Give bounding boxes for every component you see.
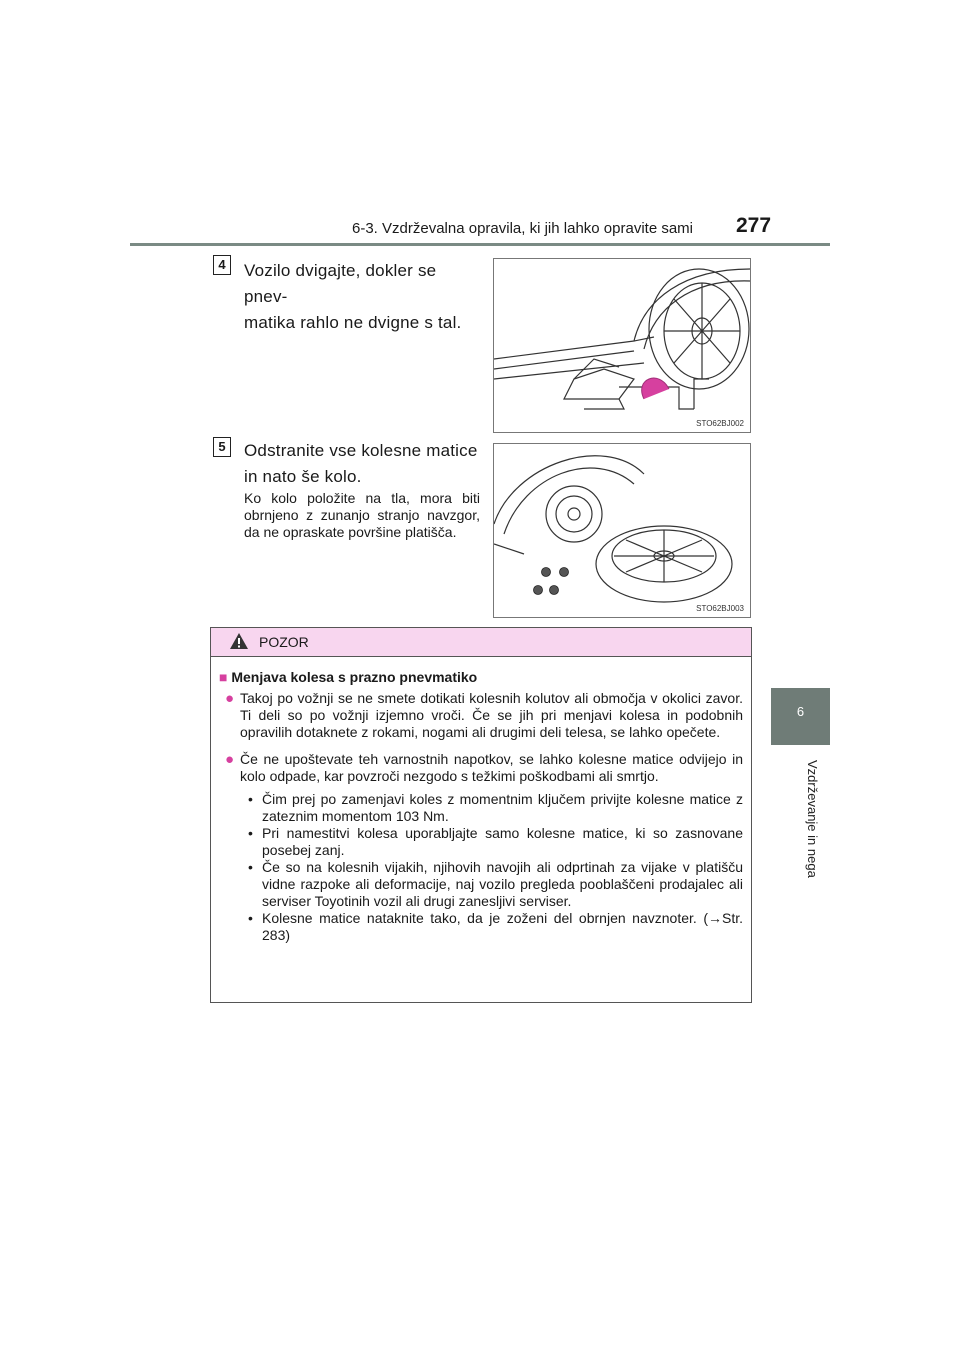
warning-triangle-icon <box>229 632 249 650</box>
step-badge-5: 5 <box>213 437 231 457</box>
figure-wheel-removed <box>493 443 751 618</box>
step-5-text <box>244 438 484 490</box>
warning-label: POZOR <box>259 634 309 650</box>
step-5-text-line1: Odstranite vse kolesne matice <box>244 441 478 460</box>
warning-sub-item-text: Če so na kolesnih vijakih, njihovih navojih ali odprtinah za vijake v platišču vidne razpoke ali deformacije, naj vozilo pregleda pooblaščeni prodajalec ali serviser Toyotinih vozil ali drugi zanesljivi serviser. <box>262 859 743 909</box>
warning-bullet-1 <box>219 690 743 741</box>
warning-sub-item-text: Čim prej po zamenjavi koles z momentnim ključem privijte kolesne matice z zateznim momentom 103 Nm. <box>262 791 743 824</box>
page-header-title: 6-3. Vzdrževalna opravila, ki jih lahko opravite sami <box>352 220 693 237</box>
warning-sub-item: • Pri namestitvi kolesa uporabljajte samo kolesne matice, ki so zasnovane posebej zanj. <box>248 825 743 858</box>
rotation-arrow-icon <box>642 378 669 399</box>
warning-box <box>210 627 752 1003</box>
wheel-removed-illustration <box>494 444 750 617</box>
circle-bullet-icon: ● <box>225 751 235 768</box>
chapter-label: Vzdrževanje in nega <box>805 760 820 878</box>
warning-sub-item: • Kolesne matice nataknite tako, da je zoženi del obrnjen navznoter. (→Str. 283) <box>248 910 743 943</box>
warning-body <box>211 657 751 944</box>
figure-jack-lifting <box>493 258 751 433</box>
warning-section-title <box>219 669 743 686</box>
step-badge-4: 4 <box>213 255 231 275</box>
step-4-text <box>244 258 484 336</box>
warning-bullet-2-text: Če ne upoštevate teh varnostnih napotkov, se lahko kolesne matice odvijejo in kolo odpade, kar povzroči nezgodo s težkimi poškodbami ali smrtjo. <box>240 751 743 784</box>
step-4-text-line1: Vozilo dvigajte, dokler se pnev- <box>244 261 437 306</box>
chapter-tab <box>771 688 830 745</box>
square-bullet-icon: ■ <box>219 669 228 685</box>
header-rule <box>130 243 830 246</box>
warning-sub-list <box>219 791 743 944</box>
page-number: 277 <box>736 214 772 237</box>
warning-sub-item-text: Pri namestitvi kolesa uporabljajte samo kolesne matice, ki so zasnovane posebej zanj. <box>262 825 743 858</box>
circle-bullet-icon: ● <box>225 690 235 707</box>
step-5-note: Ko kolo položite na tla, mora biti obrnjeno z zunanjo stranjo navzgor, da ne opraskate površine platišča. <box>244 490 480 540</box>
warning-bullet-1-text: Takoj po vožnji se ne smete dotikati kolesnih kolutov ali območja v okolici zavor. Ti deli so po vožnji izjemno vroči. Če se jih pri menjavi kolesa in podobnih opravilih dotaknete z rokami, nogami ali drugimi deli telesa, se lahko opečete. <box>240 690 743 740</box>
warning-sub-item-text: Kolesne matice nataknite tako, da je zoženi del obrnjen navznoter. (→Str. 283) <box>262 910 743 943</box>
warning-sub-item: • Če so na kolesnih vijakih, njihovih navojih ali odprtinah za vijake v platišču vidne razpoke ali deformacije, naj vozilo pregleda pooblaščeni prodajalec ali serviser Toyotinih vozil ali drugi zanesljivi serviser. <box>248 859 743 909</box>
chapter-number: 6 <box>796 704 805 719</box>
step-5-text-line2: in nato še kolo. <box>244 467 362 486</box>
figure-code-4: STO62BJ002 <box>696 419 744 428</box>
warning-section-title-text: Menjava kolesa s prazno pnevmatiko <box>231 669 478 685</box>
step-4-text-line2: matika rahlo ne dvigne s tal. <box>244 313 462 332</box>
figure-code-5: STO62BJ003 <box>696 604 744 613</box>
jack-lifting-illustration <box>494 259 750 432</box>
warning-sub-item: • Čim prej po zamenjavi koles z momentnim ključem privijte kolesne matice z zateznim momentom 103 Nm. <box>248 791 743 824</box>
warning-bullet-2 <box>219 751 743 785</box>
wheel-nuts-icon <box>534 568 569 595</box>
warning-header <box>211 628 751 657</box>
